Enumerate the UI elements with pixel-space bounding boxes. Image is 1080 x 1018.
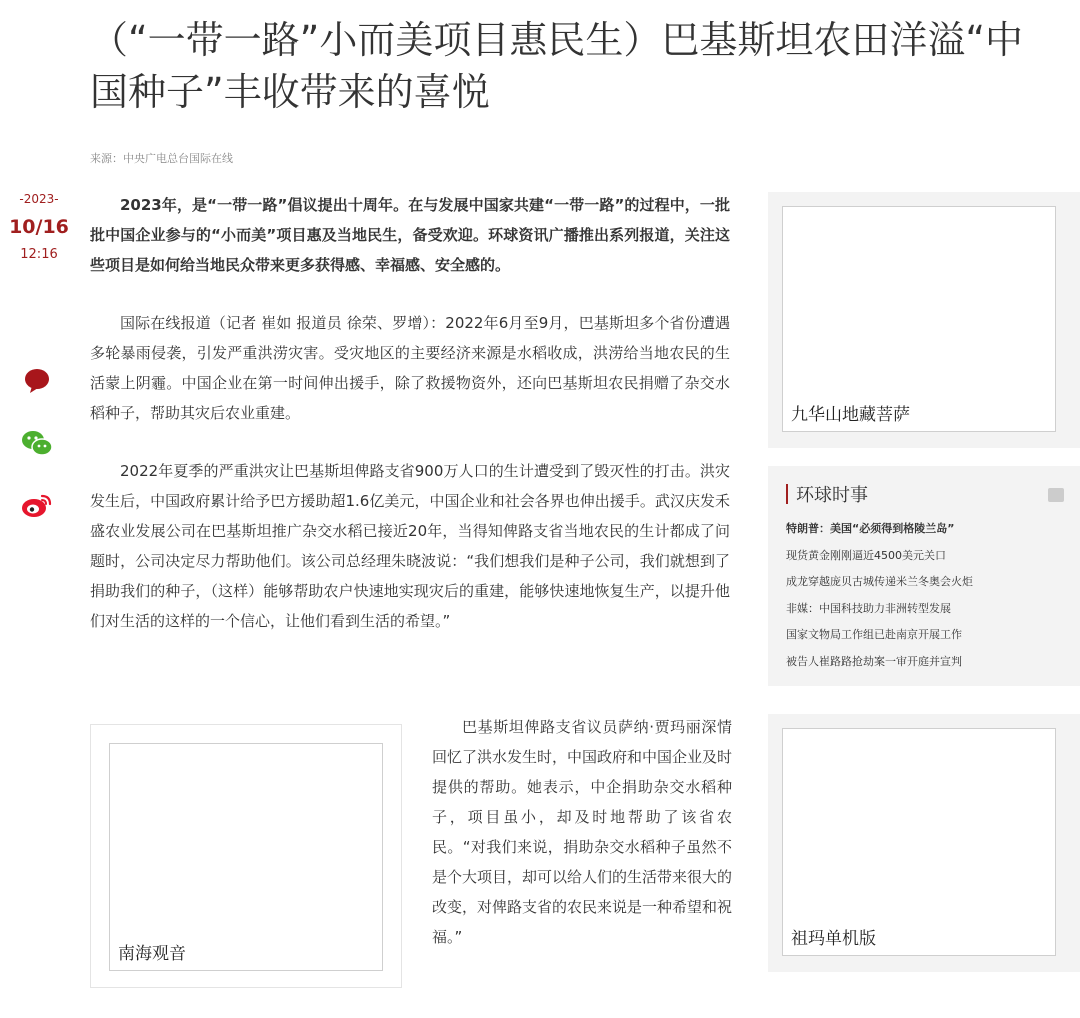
sidebar-ad-bottom[interactable] (768, 714, 1080, 972)
news-item[interactable]: 特朗普：美国“必须得到格陵兰岛” (786, 522, 955, 535)
article-source: 来源：中央广电总台国际在线 (90, 152, 233, 165)
speech-bubble-icon (22, 366, 52, 396)
collapse-icon[interactable] (1048, 488, 1064, 502)
wechat-share-button[interactable] (20, 426, 54, 460)
sidebar-ad-bottom-label: 祖玛单机版 (791, 929, 876, 949)
weibo-share-button[interactable] (20, 488, 54, 522)
date-month-day: 10/16 (9, 216, 69, 238)
comment-share-button[interactable] (20, 364, 54, 398)
article-body (90, 190, 730, 664)
news-panel-title: 环球时事 (796, 485, 868, 506)
article-lead: 2023年，是“一带一路”倡议提出十周年。在与发展中国家共建“一带一路”的过程中，一批批中国企业参与的“小而美”项目惠及当地民生，备受欢迎。环球资讯广播推出系列报道，关注这些项目是如何给当地民众带来更多获得感、幸福感、安全感的。 (90, 196, 730, 274)
date-year: -2023- (19, 192, 59, 206)
share-bar (20, 364, 60, 550)
wechat-icon (20, 428, 54, 458)
weibo-icon (20, 490, 54, 520)
news-item[interactable]: 成龙穿越庞贝古城传递米兰冬奥会火炬 (786, 575, 973, 588)
sidebar-ad-top-label: 九华山地藏菩萨 (791, 405, 910, 425)
news-item[interactable]: 非媒：中国科技助力非洲转型发展 (786, 601, 951, 615)
date-time: 12:16 (20, 247, 58, 262)
news-title-accent (786, 484, 788, 504)
publish-date (0, 188, 78, 266)
inline-ad-label: 南海观音 (118, 944, 186, 964)
inline-ad-frame (109, 743, 383, 971)
sidebar-ad-top[interactable] (768, 192, 1080, 448)
article-paragraph: 2022年夏季的严重洪灾让巴基斯坦俾路支省900万人口的生计遭受到了毁灭性的打击。洪灾发生后，中国政府累计给予巴方援助超1.6亿美元，中国企业和社会各界也伸出援手。武汉庆发禾盛农业发展公司在巴基斯坦推广杂交水稻已接近20年，当得知俾路支省当地农民的生计都成了问题时，公司决定尽力帮助他们。该公司总经理朱晓波说：“我们想我们是种子公司，我们就想到了捐助我们的种子，（这样）能够帮助农户快速地实现灾后的重建，能够快速地恢复生产，以提升他们对生活的这样的一个信心，让他们看到生活的希望。” (90, 462, 730, 630)
inline-ad[interactable] (90, 724, 402, 988)
sidebar-ad-top-frame (782, 206, 1056, 432)
article-paragraph: 巴基斯坦俾路支省议员萨纳·贾玛丽深情回忆了洪水发生时，中国政府和中国企业及时提供的帮助。她表示，中企捐助杂交水稻种子，项目虽小，却及时地帮助了该省农民。“对我们来说，捐助杂交水稻种子虽然不是个大项目，却可以给人们的生活带来很大的改变，对俾路支省的农民来说是一种希望和祝福。” (432, 718, 733, 946)
news-item[interactable]: 现货黄金刚刚逼近4500美元关口 (786, 548, 946, 562)
article-paragraph: 国际在线报道（记者 崔如 报道员 徐荣、罗增）：2022年6月至9月，巴基斯坦多个省份遭遇多轮暴雨侵袭，引发严重洪涝灾害。受灾地区的主要经济来源是水稻收成，洪涝给当地农民的生活蒙上阴霾。中国企业在第一时间伸出援手，除了救援物资外，还向巴基斯坦农民捐赠了杂交水稻种子，帮助其灾后农业重建。 (90, 314, 730, 422)
news-list (786, 516, 1066, 675)
news-item[interactable]: 被告人崔路路抢劫案一审开庭并宣判 (786, 654, 962, 668)
news-item[interactable]: 国家文物局工作组已赴南京开展工作 (786, 628, 962, 641)
news-panel (768, 466, 1080, 686)
article-title: （“一带一路”小而美项目惠民生）巴基斯坦农田洋溢“中国种子”丰收带来的喜悦 (90, 18, 1024, 114)
sidebar-ad-bottom-frame (782, 728, 1056, 956)
news-panel-header (786, 482, 868, 506)
